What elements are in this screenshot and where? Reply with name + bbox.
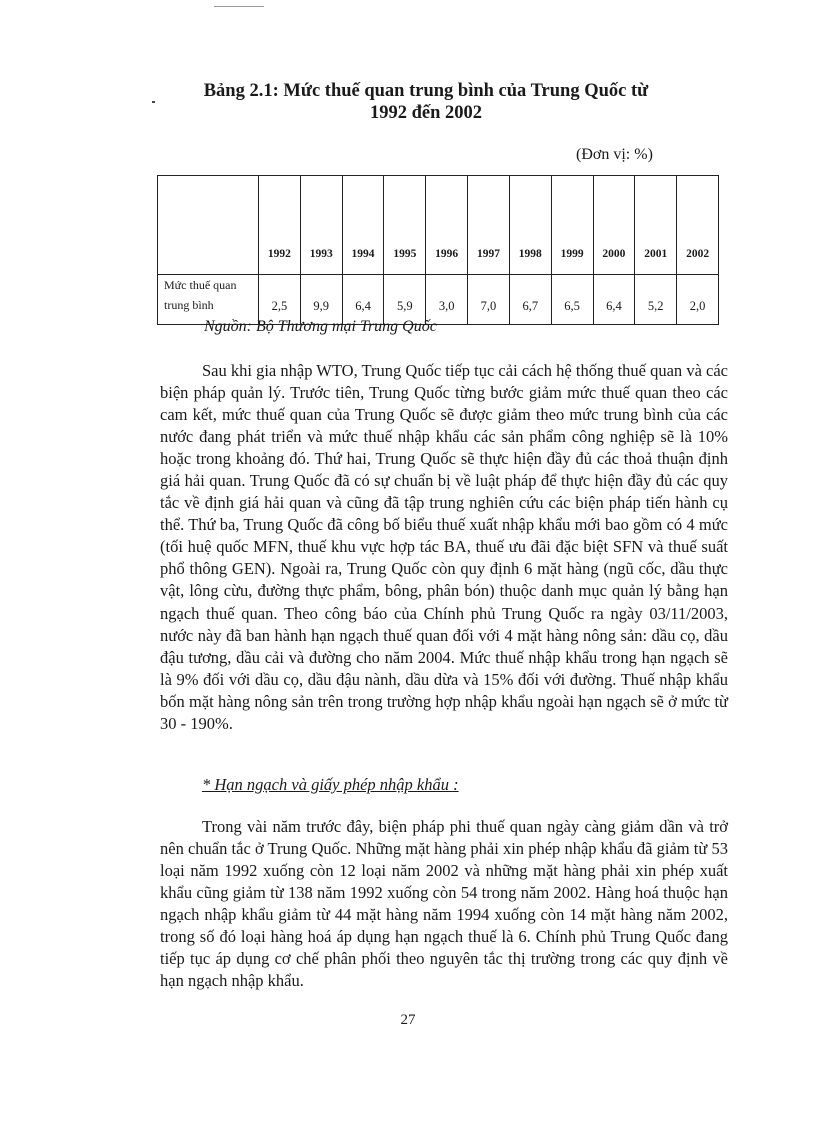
page-number: 27 — [400, 1012, 416, 1028]
top-rule — [214, 6, 264, 7]
value-cell: 2,5 — [259, 275, 301, 325]
table-title-line1: Bảng 2.1: Mức thuế quan trung bình của Trung Quốc từ — [203, 81, 649, 101]
value-cell: 5,9 — [384, 275, 426, 325]
year-cell: 1993 — [300, 176, 342, 275]
year-cell: 1994 — [342, 176, 384, 275]
year-cell: 1999 — [551, 176, 593, 275]
value-cell: 6,7 — [509, 275, 551, 325]
table-source: Nguồn: Bộ Thương mại Trung Quốc — [204, 318, 437, 335]
row-label-line2: trung bình — [164, 298, 214, 312]
value-cell: 7,0 — [468, 275, 510, 325]
row-label-line1: Mức thuế quan — [164, 278, 237, 292]
table-header-row — [158, 176, 719, 275]
value-cell: 6,5 — [551, 275, 593, 325]
table-title — [150, 80, 702, 124]
body-paragraph: Sau khi gia nhập WTO, Trung Quốc tiếp tục cải cách hệ thống thuế quan và các biện pháp quản lý. Trước tiên, Trung Quốc từng bước giảm mức thuế quan theo các cam kết, mức thuế quan của Trung Quốc sẽ được giảm theo mức trung bình của các nước đang phát triển và mức thuế nhập khẩu các sản phẩm công nghiệp sẽ là 10% hoặc trong khoảng đó. Thứ hai, Trung Quốc sẽ thực hiện đầy đủ các thoả thuận định giá hải quan. Trung Quốc đã có sự chuẩn bị về luật pháp để thực hiện đầy đủ các quy tắc về định giá hải quan và cũng đã tập trung nghiên cứu các biện pháp tiến hành cụ thể. Thứ ba, Trung Quốc đã công bố biểu thuế xuất nhập khẩu mới bao gồm có 4 mức (tối huệ quốc MFN, thuế khu vực hợp tác BA, thuế ưu đãi đặc biệt SFN và thuế suất phổ thông GEN). Ngoài ra, Trung Quốc còn quy định 6 mặt hàng (ngũ cốc, dầu thực vật, lông cừu, đường thực phẩm, bông, phân bón) thuộc danh mục quản lý bằng hạn ngạch thuế quan. Theo công báo của Chính phủ Trung Quốc ra ngày 03/11/2003, nước này đã ban hành hạn ngạch thuế quan đối với 4 mặt hàng nông sản: dầu cọ, dầu đậu tương, dầu cải và đường cho năm 2004. Mức thuế nhập khẩu trong hạn ngạch sẽ là 9% đối với dầu cọ, dầu đậu nành, dầu dừa và 15% đối với đường. Thuế nhập khẩu bốn mặt hàng nông sản trên trong trường hợp nhập khẩu ngoài hạn ngạch sẽ ở mức từ 30 - 190%. — [160, 361, 728, 733]
value-cell: 9,9 — [300, 275, 342, 325]
value-cell: 2,0 — [677, 275, 719, 325]
year-cell: 1992 — [259, 176, 301, 275]
table-row — [158, 275, 719, 325]
value-cell: 6,4 — [342, 275, 384, 325]
body-paragraph: Trong vài năm trước đây, biện pháp phi thuế quan ngày càng giảm dần và trở nên chuẩn tắc ở Trung Quốc. Những mặt hàng phải xin phép nhập khẩu đã giảm từ 53 loại năm 1992 xuống còn 12 loại năm 2002 và những mặt hàng phải xin phép xuất khẩu cũng giảm từ 138 năm 1992 xuống còn 54 trong năm 2002. Hàng hoá thuộc hạn ngạch nhập khẩu giảm từ 44 mặt hàng năm 1994 xuống còn 14 mặt hàng năm 2002, trong số đó loại hàng hoá áp dụng hạn ngạch thuế là 6. Chính phủ Trung Quốc đang tiếp tục áp dụng cơ chế phân phối theo nguyên tắc thị trường trong các quy định về hạn ngạch nhập khẩu. — [160, 817, 728, 991]
year-cell: 1995 — [384, 176, 426, 275]
row-label-cell — [158, 275, 259, 325]
table-corner-cell — [158, 176, 259, 275]
year-cell: 1997 — [468, 176, 510, 275]
tariff-table — [157, 175, 719, 325]
value-cell: 3,0 — [426, 275, 468, 325]
year-cell: 1998 — [509, 176, 551, 275]
year-cell: 2001 — [635, 176, 677, 275]
year-cell: 1996 — [426, 176, 468, 275]
table-title-line2: 1992 đến 2002 — [369, 103, 483, 123]
value-cell: 6,4 — [593, 275, 635, 325]
year-cell: 2000 — [593, 176, 635, 275]
year-cell: 2002 — [677, 176, 719, 275]
unit-label: (Đơn vị: %) — [576, 146, 653, 163]
value-cell: 5,2 — [635, 275, 677, 325]
section-heading: * Hạn ngạch và giấy phép nhập khẩu : — [202, 775, 459, 794]
